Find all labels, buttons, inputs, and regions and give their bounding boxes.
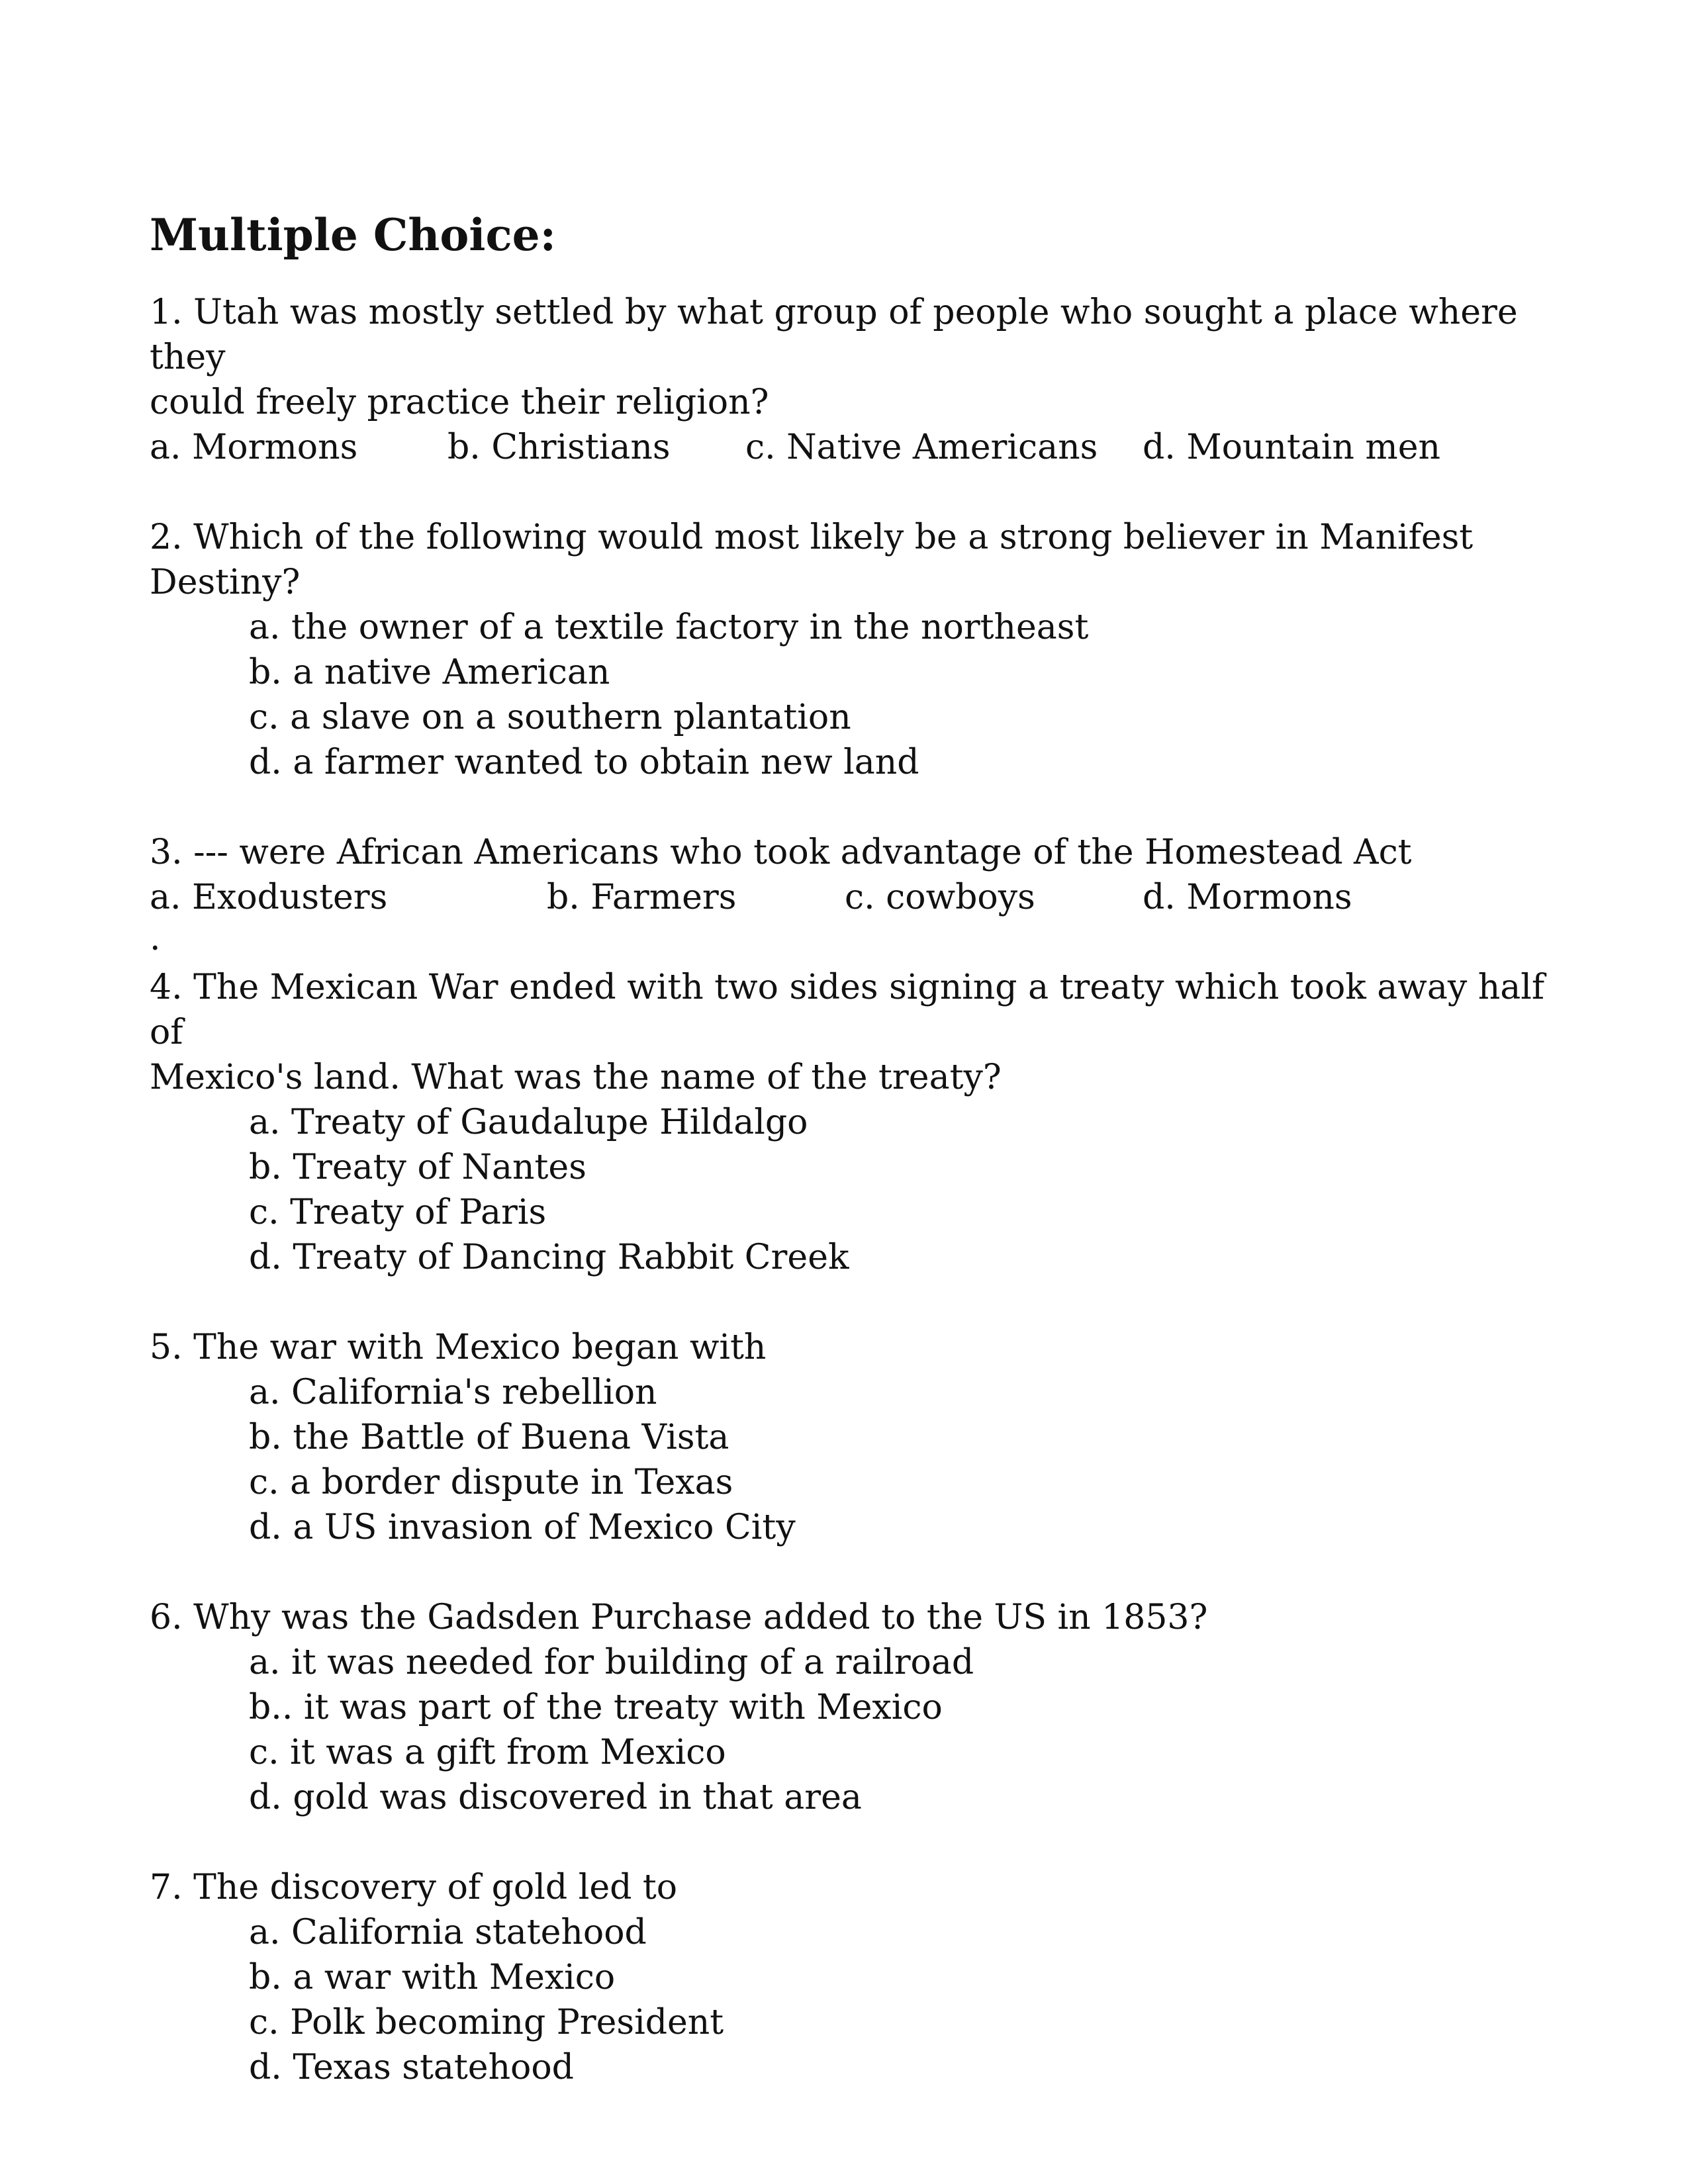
- question-2-options: [150, 605, 1573, 785]
- question-4-line-2: Mexico's land. What was the name of the treaty?: [150, 1058, 1002, 1097]
- question-1: [150, 290, 1573, 470]
- option-b: b. Farmers: [547, 878, 737, 917]
- question-7: [150, 1865, 1573, 2090]
- question-2: [150, 515, 1573, 785]
- question-3-options: [150, 875, 1573, 920]
- question-6-text: 6. Why was the Gadsden Purchase added to the US in 1853?: [150, 1598, 1208, 1637]
- question-5-options: [150, 1370, 1573, 1550]
- question-7-options: [150, 1910, 1573, 2090]
- option-d: d. Mormons: [1143, 878, 1352, 917]
- option-c: c. a slave on a southern plantation: [249, 698, 851, 737]
- option-c: c. Polk becoming President: [249, 2003, 724, 2042]
- question-1-options: [150, 425, 1573, 470]
- question-5-text: 5. The war with Mexico began with: [150, 1328, 767, 1367]
- option-d: d. Texas statehood: [249, 2048, 574, 2087]
- question-3: [150, 830, 1573, 965]
- option-d: d. a farmer wanted to obtain new land: [249, 743, 919, 782]
- option-c: c. a border dispute in Texas: [249, 1463, 733, 1502]
- page-heading: Multiple Choice:: [150, 209, 557, 261]
- option-b: b.. it was part of the treaty with Mexico: [249, 1688, 943, 1727]
- option-d: d. a US invasion of Mexico City: [249, 1508, 796, 1547]
- option-c: c. cowboys: [845, 878, 1035, 917]
- option-b: b. Christians: [447, 428, 671, 467]
- option-a: a. it was needed for building of a railroad: [249, 1643, 974, 1682]
- option-c: c. Treaty of Paris: [249, 1193, 547, 1232]
- option-b: b. a native American: [249, 653, 610, 692]
- question-7-text: 7. The discovery of gold led to: [150, 1868, 678, 1907]
- option-a: a. California's rebellion: [249, 1373, 657, 1412]
- option-a: a. Mormons: [150, 428, 358, 467]
- stray-mark: .: [150, 919, 161, 958]
- option-a: a. Exodusters: [150, 878, 388, 917]
- option-d: d. Mountain men: [1143, 428, 1440, 467]
- option-b: b. a war with Mexico: [249, 1958, 616, 1997]
- question-5: [150, 1325, 1573, 1550]
- option-a: a. the owner of a textile factory in the northeast: [249, 608, 1089, 647]
- question-4: [150, 965, 1573, 1280]
- question-4-line-1: 4. The Mexican War ended with two sides signing a treaty which took away half of: [150, 968, 1545, 1052]
- question-1-line-1: 1. Utah was mostly settled by what group of people who sought a place where they: [150, 293, 1518, 377]
- option-d: d. gold was discovered in that area: [249, 1778, 862, 1817]
- option-b: b. Treaty of Nantes: [249, 1148, 586, 1187]
- option-a: a. Treaty of Gaudalupe Hildalgo: [249, 1103, 808, 1142]
- question-6: [150, 1595, 1573, 1820]
- option-c: c. it was a gift from Mexico: [249, 1733, 726, 1772]
- option-a: a. California statehood: [249, 1913, 647, 1952]
- worksheet-page: [150, 205, 1573, 2090]
- question-1-line-2: could freely practice their religion?: [150, 383, 769, 422]
- option-c: c. Native Americans: [745, 428, 1098, 467]
- option-d: d. Treaty of Dancing Rabbit Creek: [249, 1238, 849, 1277]
- question-6-options: [150, 1640, 1573, 1820]
- question-2-text: 2. Which of the following would most likely be a strong believer in Manifest Destiny?: [150, 518, 1474, 602]
- question-3-text: 3. --- were African Americans who took advantage of the Homestead Act: [150, 833, 1412, 872]
- option-b: b. the Battle of Buena Vista: [249, 1418, 729, 1457]
- question-4-options: [150, 1100, 1573, 1280]
